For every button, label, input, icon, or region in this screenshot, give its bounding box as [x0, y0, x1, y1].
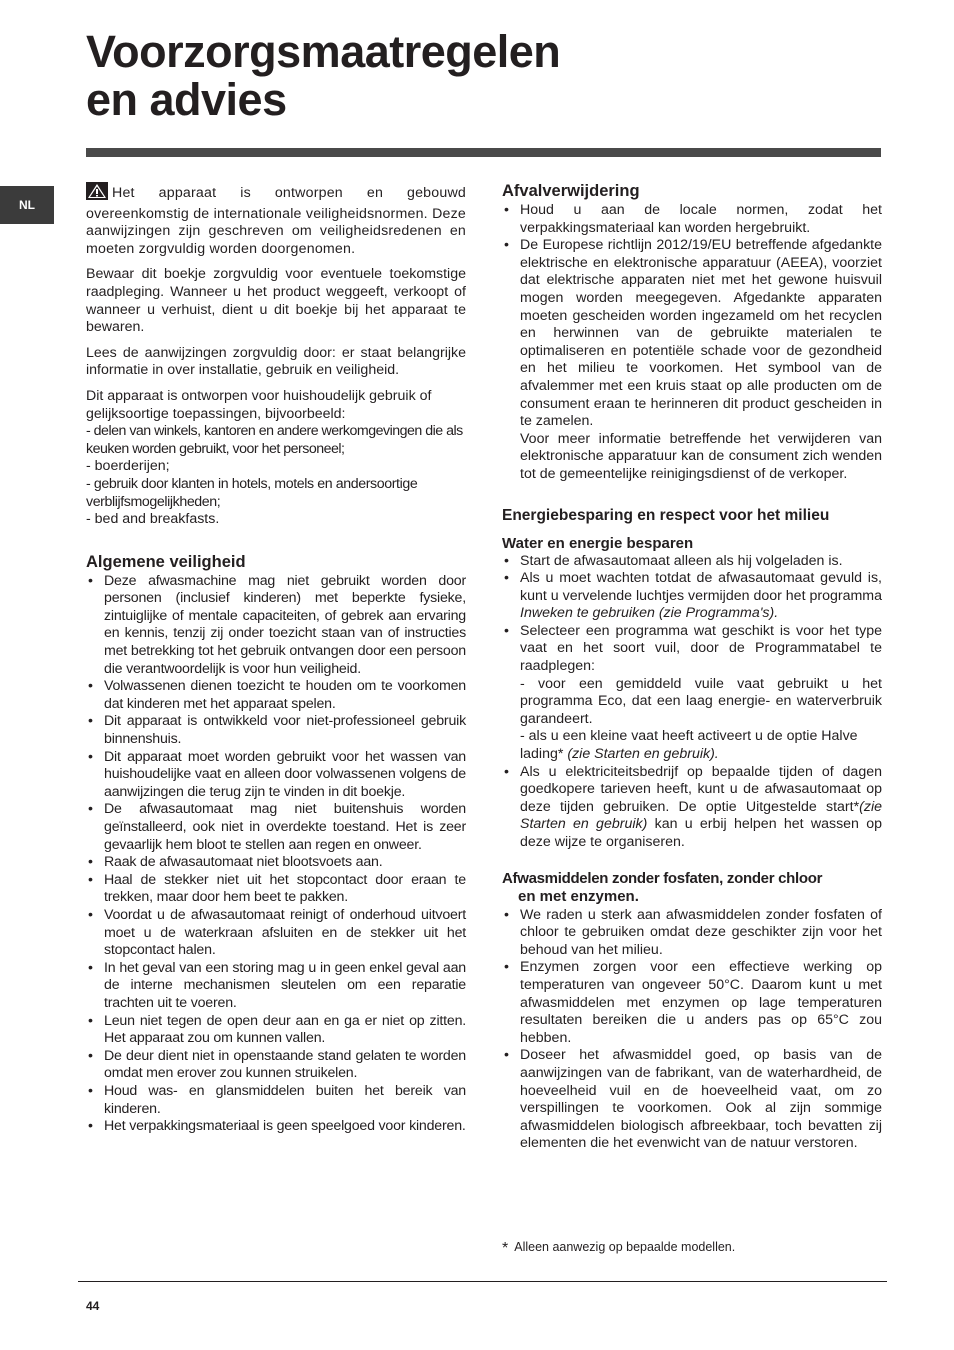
- intro-paragraph-4: [86, 388, 466, 529]
- list-item: • De deur dient niet in openstaande stand gelaten te worden omdat men erover zou kunnen struikelen.: [86, 1048, 466, 1083]
- list-item: • We raden u sterk aan afwasmiddelen zonder fosfaten of chloor te gebruiken omdat deze geschikter zijn voor het behoud van het milieu.: [502, 907, 882, 960]
- list-item: • Raak de afwasautomaat niet blootsvoets aan.: [86, 854, 466, 872]
- list-item: [502, 623, 882, 764]
- list-item: • Leun niet tegen de open deur aan en ga er niet op zitten. Het apparaat zou om kunnen vallen.: [86, 1013, 466, 1048]
- wait-text: Als u moet wachten totdat de afwasautomaat gevuld is, kunt u vervelende luchtjes vermijden door het programma: [520, 570, 882, 604]
- right-column: [502, 182, 882, 1153]
- page-title-line2: en advies: [86, 74, 287, 125]
- list-item: • Doseer het afwasmiddel goed, op basis van de aanwijzingen van de fabrikant, van de waterhardheid, de hoeveelheid vuil en de hoeveelheid vaat, om zo verspillingen te voorkomen. Ook al zijn sommige afwasmiddelen biologisch afbreekbaar, toch bevatten zij elementen die het evenwicht van de natuur verstoren.: [502, 1047, 882, 1153]
- half-load-text: - als u een kleine vaat heeft activeert u de optie Halve lading*: [520, 728, 858, 763]
- detergents-heading-line1: Afwasmiddelen zonder fosfaten, zonder chloor: [502, 869, 823, 887]
- list-item: • Dit apparaat is ontwikkeld voor niet-professioneel gebruik binnenshuis.: [86, 713, 466, 748]
- usage-line: - bed and breakfasts.: [86, 511, 220, 528]
- intro-text-1: Het apparaat is ontworpen en gebouwd overeenkomstig de internationale veiligheidsnormen. Deze aanwijzingen zijn geschreven om veiligheidsredenen en moeten zorgvuldig worden doorgenomen.: [86, 185, 466, 257]
- footnote-star: *: [502, 1240, 509, 1257]
- general-safety-heading: Algemene veiligheid: [86, 552, 246, 571]
- list-item: • De afwasautomaat mag niet buitenshuis worden geïnstalleerd, ook niet in overdekte toestand. Het is zeer gevaarlijk hem bloot te stellen aan regen en onweer.: [86, 801, 466, 854]
- programs-reference: Inweken te gebruiken (zie Programma's).: [520, 605, 779, 622]
- language-tab: NL: [0, 186, 54, 224]
- usage-line: - gebruik door klanten in hotels, motels en andersoortige verblijfsmogelijkheden;: [86, 475, 418, 510]
- energy-heading: Energiebesparing en respect voor het milieu: [502, 506, 830, 524]
- usage-line: Dit apparaat is ontworpen voor huishoudelijk gebruik of gelijksoortige toepassingen, bijvoorbeeld:: [86, 387, 432, 422]
- half-load-line: [520, 728, 882, 763]
- list-item: • Haal de stekker niet uit het stopcontact door eraan te trekken, maar door hem beet te pakken.: [86, 872, 466, 907]
- intro-paragraph-2: Bewaar dit boekje zorgvuldig voor eventuele toekomstige raadpleging. Wanneer u het product weggeeft, verkoopt of wanneer u verhuist, dient u dit boekje bij het apparaat te bewaren.: [86, 266, 466, 336]
- start-use-reference: (zie Starten en gebruik): [520, 798, 882, 833]
- usage-line: - delen van winkels, kantoren en andere werkomgevingen die als keuken worden gebruikt, voor het personeel;: [86, 423, 463, 457]
- energy-subheading: Water en energie besparen: [502, 534, 694, 552]
- list-item: • In het geval van een storing mag u in geen enkel geval aan de interne mechanismen sleutelen om een reparatie trachten uit te voeren.: [86, 960, 466, 1013]
- waste-list: [502, 202, 882, 484]
- start-use-reference: (zie Starten en gebruik).: [567, 746, 719, 763]
- detergents-list: [502, 907, 882, 1153]
- list-item: [502, 237, 882, 483]
- footer-rule: [78, 1281, 887, 1282]
- waste-heading: Afvalverwijdering: [502, 182, 640, 200]
- general-safety-list: [86, 573, 466, 1136]
- list-item: [502, 764, 882, 852]
- left-column: [86, 182, 466, 1136]
- list-item: • Dit apparaat moet worden gebruikt voor het wassen van huishoudelijke vaat en alleen door volwassenen volgens de aanwijzingen die terug zijn te vinden in dit boekje.: [86, 749, 466, 802]
- detergents-heading-line2: en met enzymen.: [518, 887, 639, 905]
- page-title: [86, 28, 560, 124]
- list-item: • Enzymen zorgen voor een effectieve werking op temperaturen van ongeveer 50°C. Daarom kunt u met afwasmiddelen met enzymen op lage temperaturen resultaten bereiken die u anders pas op 65°C zou hebben.: [502, 959, 882, 1047]
- detergents-heading: [502, 870, 882, 906]
- list-item: • Volwassenen dienen toezicht te houden om te voorkomen dat kinderen met het apparaat spelen.: [86, 678, 466, 713]
- footnote: [502, 1240, 735, 1258]
- warning-icon: [86, 182, 108, 206]
- list-item: [502, 570, 882, 623]
- list-item: • Houd was- en glansmiddelen buiten het bereik van kinderen.: [86, 1083, 466, 1118]
- footnote-text: Alleen aanwezig op bepaalde modellen.: [514, 1240, 736, 1254]
- list-item: • Deze afwasmachine mag niet gebruikt worden door personen (inclusief kinderen) met beperkte fysieke, zintuiglijke of mentale capaciteiten, of gebrek aan ervaring en kennis, tenzij zij onder toezicht staan van of instructies met betrekking tot het gebruik ontvangen door een persoon die verantwoordelijk is voor hun veiligheid.: [86, 573, 466, 679]
- weee-text: • De Europese richtlijn 2012/19/EU betreffende afgedankte elektrische en elektronische apparatuur (AEEA), voorziet dat elektrische apparaten niet met het gewone huisvuil mogen worden meegegeven. Afgedankte apparaten moeten gescheiden worden ingezameld om het recyclen en herwinnen van de gebruikte materialen te optimaliseren en potentiële schade voor de gezondheid en het milieu te voorkomen. Het symbool van de afvalemmer met een kruis staat op alle producten om de consument eraan te herinneren dit product gescheiden in te zamelen.: [520, 237, 882, 430]
- program-select-text: • Selecteer een programma wat geschikt is voor het type vaat en het soort vuil, door de Programmatabel te raadplegen:: [520, 622, 882, 675]
- list-item: • Het verpakkingsmateriaal is geen speelgoed voor kinderen.: [86, 1118, 466, 1136]
- list-item: • Houd u aan de locale normen, zodat het verpakkingsmateriaal kan worden hergebruikt.: [502, 202, 882, 237]
- delayed-start-text: Als u elektriciteitsbedrijf op bepaalde tijden of dagen goedkopere tarieven heeft, kunt u de afwasautomaat op deze tijden gebruiken. De optie Uitgestelde start*: [520, 763, 882, 815]
- intro-paragraph-1: [86, 182, 466, 258]
- energy-list: [502, 553, 882, 852]
- list-item: • Voordat u de afwasautomaat reinigt of onderhoud uitvoert moet u de waterkraan afsluiten en de stekker uit het stopcontact halen.: [86, 907, 466, 960]
- delayed-start-tail: kan u erbij helpen het wassen op deze wijze te organiseren.: [520, 816, 882, 850]
- page-title-line1: Voorzorgsmaatregelen: [86, 26, 561, 77]
- intro-paragraph-3: Lees de aanwijzingen zorgvuldig door: er staat belangrijke informatie in over installatie, gebruik en veiligheid.: [86, 344, 466, 379]
- weee-more-info: Voor meer informatie betreffende het verwijderen van elektronische apparatuur kan de consument zich wenden tot de gemeentelijke reinigingsdienst of de verkoper.: [520, 430, 882, 482]
- usage-line: - boerderijen;: [86, 458, 170, 475]
- eco-text: - voor een gemiddeld vuile vaat gebruikt u het programma Eco, dat een laag energie- en waterverbruik garandeert.: [520, 675, 882, 727]
- page-number: 44: [86, 1299, 100, 1313]
- list-item: • Start de afwasautomaat alleen als hij volgeladen is.: [502, 553, 882, 571]
- title-rule: [86, 148, 881, 157]
